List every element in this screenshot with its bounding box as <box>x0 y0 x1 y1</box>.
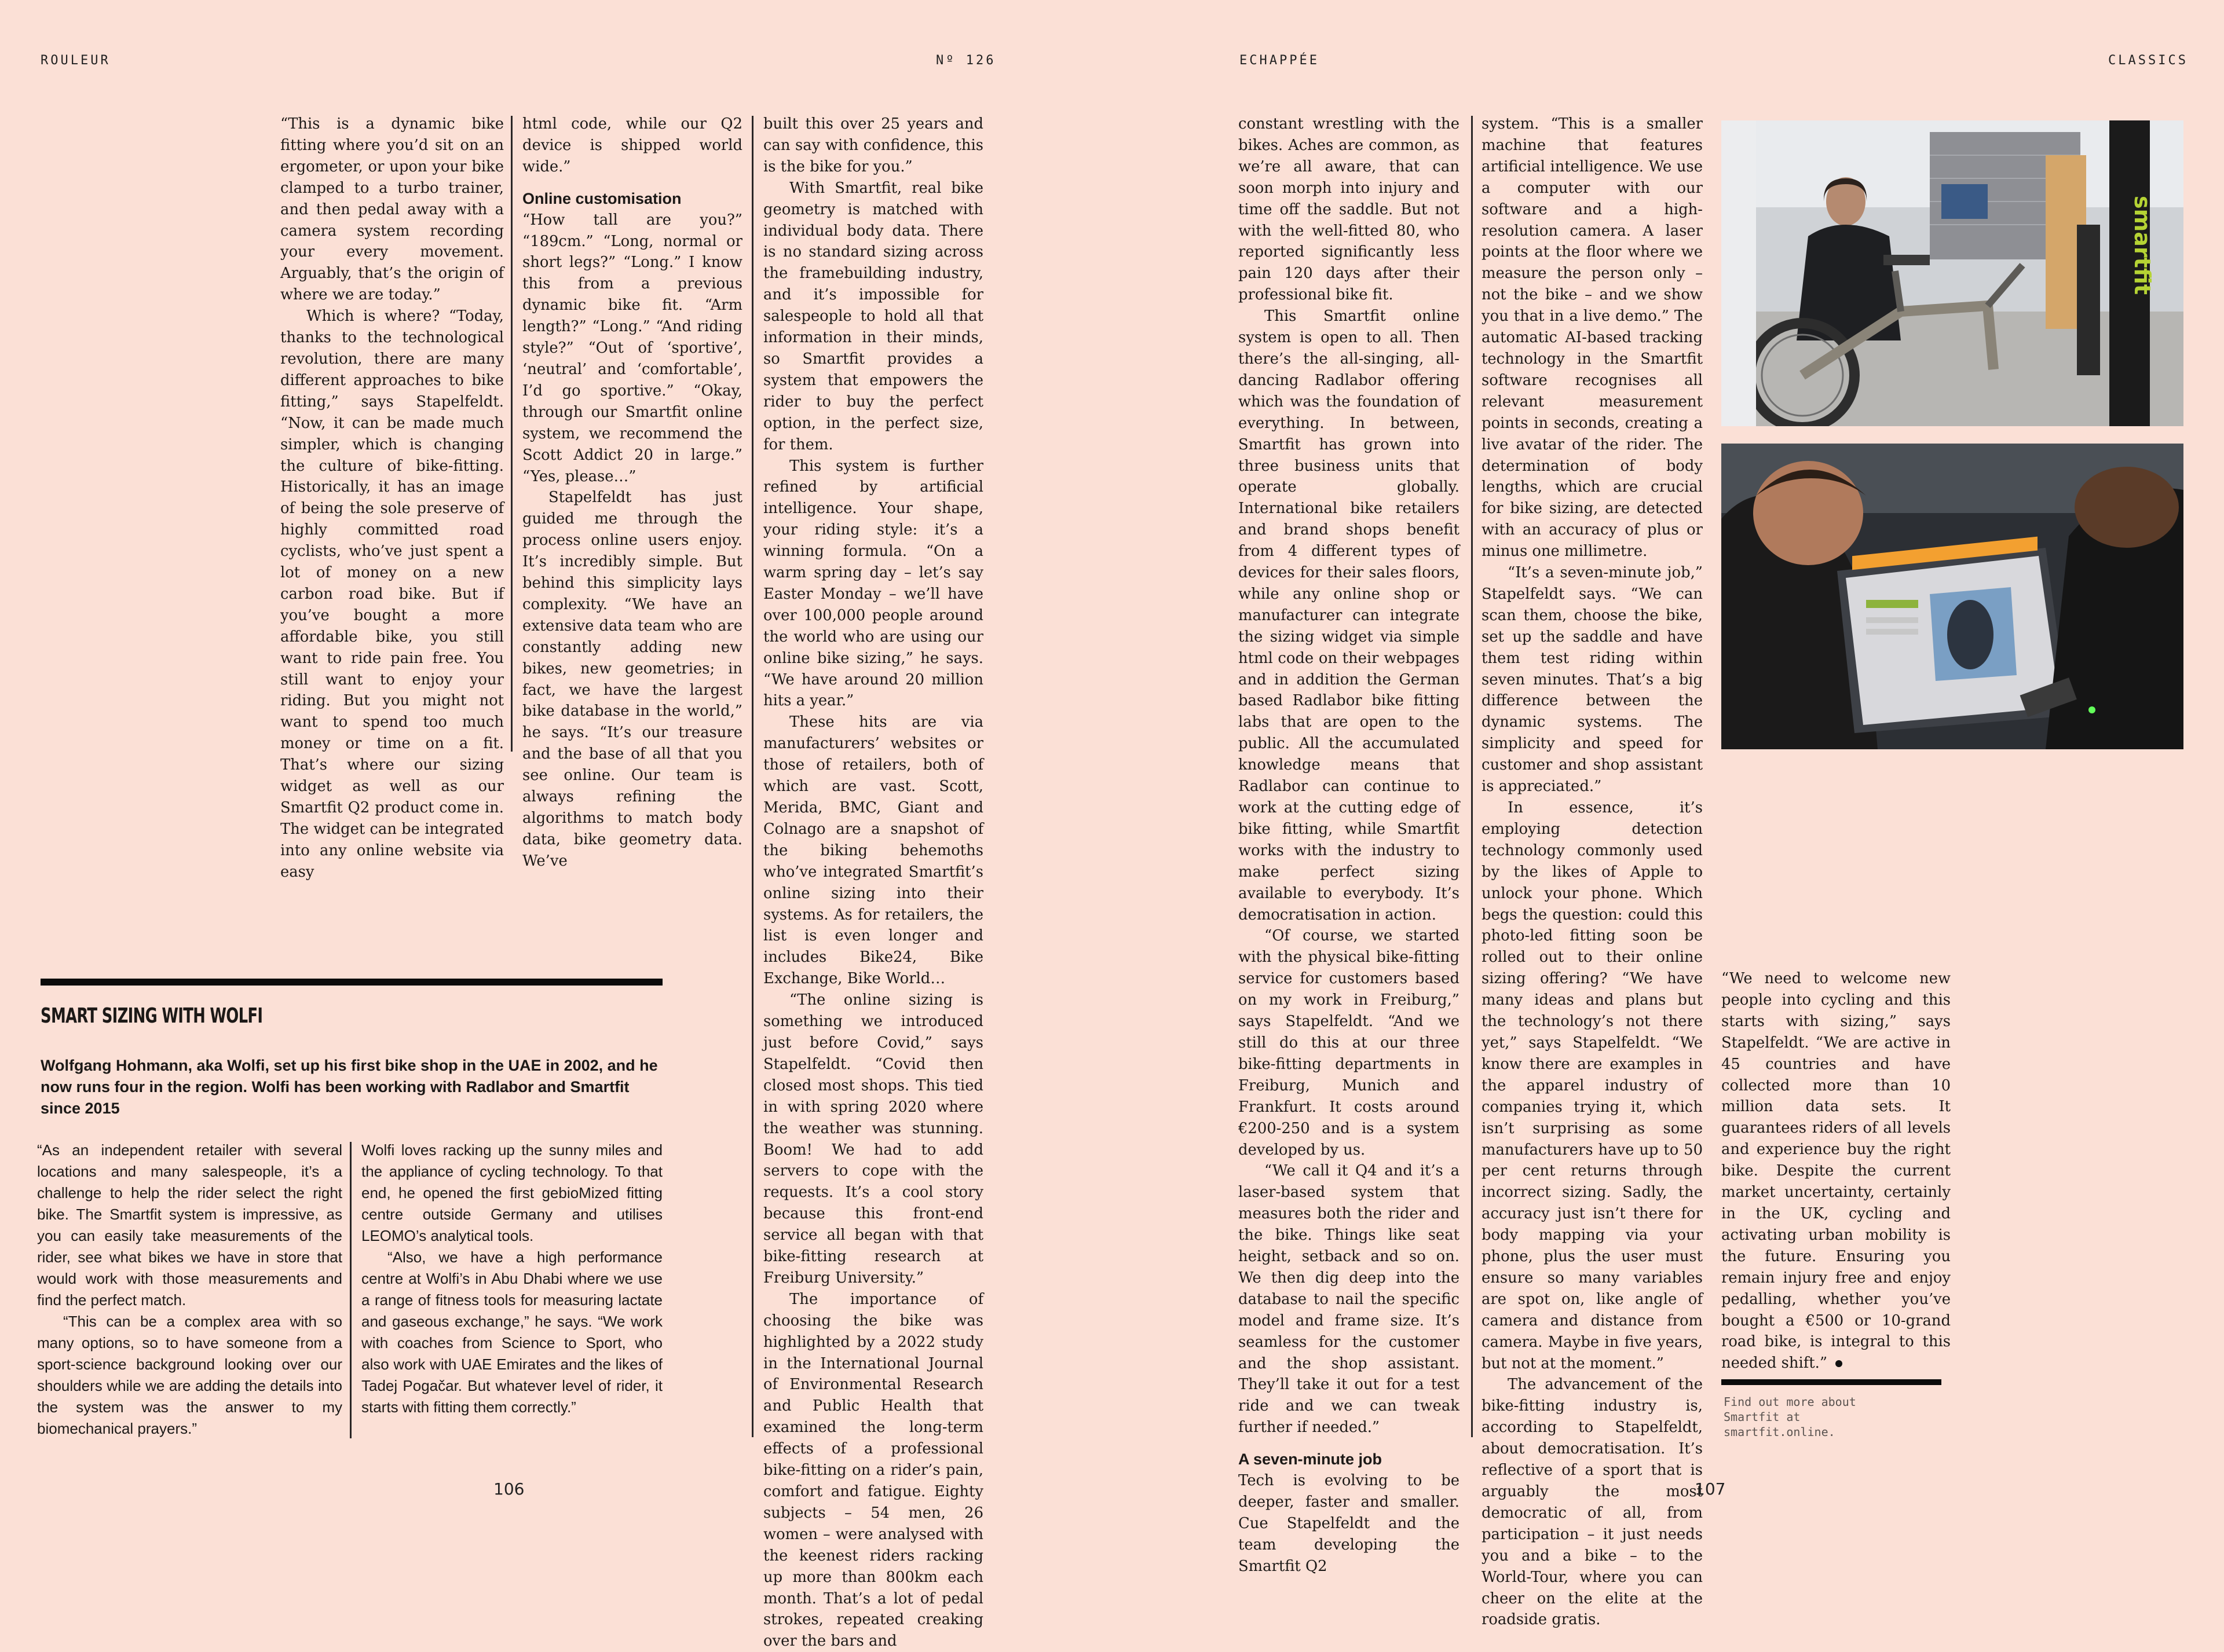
paragraph: “Of course, we started with the physical bike-fitting service for customers based on my work in Freiburg,” says Stapelfeldt. “And we still do this at our three bike-fitting departments in Freiburg, Munich and Frankfurt. It costs around €200-250 and is a system developed by us. <box>1238 927 1460 1159</box>
column-rule <box>350 1142 352 1438</box>
paragraph: “How tall are you?” “189cm.” “Long, normal or short legs?” “Long.” I know this from a previous dynamic bike fit. “Arm length?” “Long.” “And riding style?” “Out of ‘sportive’, ‘neutral’ and ‘comfortable’, I’d go sportive.” “Okay, through our Smartfit online system, we recommend the Scott Addict 20 in large.” “Yes, please…” <box>522 211 742 485</box>
end-of-article-mark <box>1835 1360 1842 1367</box>
paragraph: The advancement of the bike-fitting industry is, according to Stapelfeldt, about democratisation. It’s reflective of a sport that is arguably the most democratic of all, from participation – it just needs you and a bike – to the World-Tour, where you can cheer on the elite at the roadside gratis. <box>1482 1376 1703 1629</box>
paragraph: This Smartfit online system is open to all. Then there’s the all-singing, all-dancing Radlabor offering which was the foundation of everything. In between, Smartfit has grown into three business units that operate globally. International bike retailers and brand shops benefit from 4 different types of devices for their sales floors, while any online shop or manufacturer can integrate the sizing widget via simple html code on their webpages and in addition the German based Radlabor bike fitting labs that are open to the public. All the accumulated knowledge means that Radlabor can continue to work at the cutting edge of bike fitting, while Smartfit works with the industry to make perfect sizing available to everybody. It’s democratisation in action. <box>1238 307 1460 924</box>
running-head-category: CLASSICS <box>2108 53 2188 68</box>
photo-bike-fitting-studio <box>1721 120 2183 426</box>
page-number-right: 107 <box>1695 1479 1726 1499</box>
running-head-section-left: ROULEUR <box>41 53 111 68</box>
article-column-1 <box>280 113 504 883</box>
paragraph <box>1721 968 1951 1374</box>
running-head-section-right: ECHAPPÉE <box>1239 53 1319 68</box>
box-top-rule <box>41 979 663 986</box>
paragraph: The importance of choosing the bike was highlighted by a 2022 study in the International Journal of Environmental Research and Public Health that examined the long-term effects of a professional bike-fitting on a rider’s pain, comfort and fatigue. Eighty subjects – 54 men, 26 women – were analysed with the keenest riders racking up more than 800km each month. That’s a lot of pedal strokes, repeated creaking over the bars and <box>763 1290 983 1650</box>
paragraph: Wolfi loves racking up the sunny miles and the appliance of cycling technology. To that end, he opened the first gebioMized fitting centre outside Germany and utilises LEOMO’s analytical tools. <box>361 1141 663 1244</box>
paragraph: This system is further refined by artificial intelligence. Your shape, your riding style: it’s a winning formula. “On a warm spring day – let’s say Easter Monday – we’ll have over 100,000 people around the world who are using our online bike sizing,” he says. “We have around 20 million hits a year.” <box>763 457 983 710</box>
paragraph: “This can be a complex area with so many options, so to have someone from a sport-science background looking over our shoulders while we are adding the details into the system was the answer to my biomechanical prayers.” <box>37 1313 342 1437</box>
paragraph: “It’s a seven-minute job,” Stapelfeldt says. “We can scan them, choose the bike, set up the saddle and have them test riding within seven minutes. That’s a big difference between the dynamic systems. The simplicity and speed for customer and shop assistant is appreciated.” <box>1482 564 1703 796</box>
column-rule <box>1471 116 1473 1437</box>
paragraph: Tech is evolving to be deeper, faster and smaller. Cue Stapelfeldt and the team developing the Smartfit Q2 <box>1238 1472 1460 1575</box>
paragraph: built this over 25 years and can say with confidence, this is the bike for you.” <box>763 115 983 175</box>
paragraph: Which is where? “Today, thanks to the technological revolution, there are many different approaches to bike fitting,” says Stapelfeldt. “Now, it can be made much simpler, which is changing the culture of bike-fitting. Historically, it has an image of being the sole preserve of highly committed road cyclists, who’ve just spent a lot of money on a new carbon road bike. But if you’ve bought a more affordable bike, you still want to ride pain free. You still want to enjoy your riding. But you might not want to spend too much money or time on a fit. That’s where our sizing widget as well as our Smartfit Q2 product come in. The widget can be integrated into any online website via easy <box>280 307 504 881</box>
paragraph: “As an independent retailer with several locations and many salespeople, it’s a challenge to help the rider select the right bike. The Smartfit system is impressive, as you can easily take measurements of the rider, see what bikes we have in store that would work with those measurements and find the perfect match. <box>37 1141 342 1309</box>
page-number-left: 106 <box>493 1479 525 1499</box>
credit-rule <box>1721 1379 1941 1385</box>
paragraph: With Smartfit, real bike geometry is matched with individual body data. There is no standard sizing across the framebuilding industry, and it’s impossible for salespeople to hold all that information in their minds, so Smartfit provides a system that empowers the rider to buy the perfect option, in the perfect size, for them. <box>763 179 983 453</box>
paragraph: “This is a dynamic bike fitting where you’d sit on an ergometer, or upon your bike clamped to a turbo trainer, and then pedal away with a camera system recording your every movement. Arguably, that’s the origin of where we are today.” <box>280 115 504 304</box>
paragraph: These hits are via manufacturers’ websites or those of retailers, both of which are vast. Scott, Merida, BMC, Giant and Colnago are a snapshot of the biking behemoths who’ve integrated Smartfit’s online sizing into their systems. As for retailers, the list is even longer and includes Bike24, Bike Exchange, Bike World… <box>763 713 983 988</box>
article-column-4 <box>1238 113 1460 1577</box>
column-rule <box>752 116 753 1437</box>
box-column-1 <box>37 1140 342 1439</box>
paragraph: “The online sizing is something we introduced just before Covid,” says Stapelfeldt. “Covid then closed most shops. This tied in with spring 2020 where the weather was stunning. Boom! We had to add servers to cope with the requests. It’s a cool story because this front-end service all began with that bike-fitting research at Freiburg University.” <box>763 991 983 1287</box>
paragraph: system. “This is a smaller machine that features artificial intelligence. We use a computer with our software and a high-resolution camera. A laser points at the floor where we measure the person only – not the bike – and we show you that in a live demo.” The automatic AI-based tracking technology in the Smartfit software recognises all relevant measurement points in seconds, creating a live avatar of the rider. The determination of body lengths, which are crucial for bike sizing, are detected with an accuracy of plus or minus one millimetre. <box>1482 115 1703 561</box>
paragraph: In essence, it’s employing detection technology commonly used by the likes of Apple to unlock your phone. Which begs the question: could this photo-led fitting soon be rolled out to their online sizing offering? “We have many ideas and plans but the technology’s not there yet,” says Stapelfeldt. “We know there are examples in the apparel industry of companies trying it, which isn’t surprising as some manufacturers have up to 50 per cent returns through incorrect sizing. Sadly, the accuracy just isn’t there for body mapping via your phone, plus the user must ensure so many variables are spot on, like angle of camera and distance from camera. Maybe in five years, but not at the moment.” <box>1482 799 1703 1372</box>
box-title: SMART SIZING WITH WOLFI <box>41 1004 263 1028</box>
smartfit-logo-text: smartfit <box>2130 196 2155 295</box>
box-intro: Wolfgang Hohmann, aka Wolfi, set up his first bike shop in the UAE in 2002, and he now runs four in the region. Wolfi has been working with Radlabor and Smartfit since 2015 <box>41 1057 658 1117</box>
paragraph: html code, while our Q2 device is shipped world wide.” <box>522 115 742 175</box>
paragraph: “Also, we have a high performance centre at Wolfi’s in Abu Dhabi where we use a range of fitness tools for measuring lactate and gaseous exchange,” he says. “We work with coaches from Science to Sport, who also work with UAE Emirates and the likes of Tadej Pogačar. But whatever level of rider, it starts with fitting them correctly.” <box>361 1248 663 1416</box>
paragraph: constant wrestling with the bikes. Aches are common, as we’re all aware, that can soon morph into injury and time off the saddle. But not with the well-fitted 80, who reported significantly less pain 120 days after their professional bike fit. <box>1238 115 1460 304</box>
issue-number: Nº 126 <box>936 53 996 68</box>
paragraph: “We call it Q4 and it’s a laser-based system that measures both the rider and the bike. Things like seat height, setback and so on. We then dig deep into the database to nail the specific model and frame size. It’s seamless for the customer and the shop assistant. They’ll take it out for a test ride and we can tweak further if needed.” <box>1238 1162 1460 1437</box>
paragraph: Stapelfeldt has just guided me through the process online users enjoy. It’s incredibly simple. But behind this simplicity lays complexity. “We have an extensive data team who are constantly adding new bikes, new geometries; in fact, we have the largest bike database in the world,” he says. “It’s our treasure and the base of all that you see online. Our team is always refining the algorithms to match body data, bike geometry data. We’ve <box>522 489 742 870</box>
article-column-2 <box>522 113 742 872</box>
box-column-2 <box>361 1140 663 1418</box>
subheading-online-customisation: Online customisation <box>522 189 682 207</box>
subheading-seven-minute-job: A seven-minute job <box>1238 1450 1382 1468</box>
article-column-3 <box>763 113 983 1652</box>
credit-note: Find out more about Smartfit at smartfit.online. <box>1724 1395 1856 1439</box>
photo-smartfit-screen-demo <box>1721 444 2183 749</box>
column-rule <box>511 116 513 752</box>
article-column-6 <box>1721 968 1951 1374</box>
article-column-5 <box>1482 113 1703 1631</box>
closing-paragraph: “We need to welcome new people into cycling and this starts with sizing,” says Stapelfeldt. “We are active in 45 countries and have collected more than 10 million data sets. It guarantees riders of all levels and experience buy the right bike. Despite the current market uncertainty, certainly in the UK, cycling and activating urban mobility is the future. Ensuring you remain injury free and enjoy pedalling, whether you’ve bought a €500 or 10-grand road bike, is integral to this needed shift.” <box>1721 970 1951 1372</box>
